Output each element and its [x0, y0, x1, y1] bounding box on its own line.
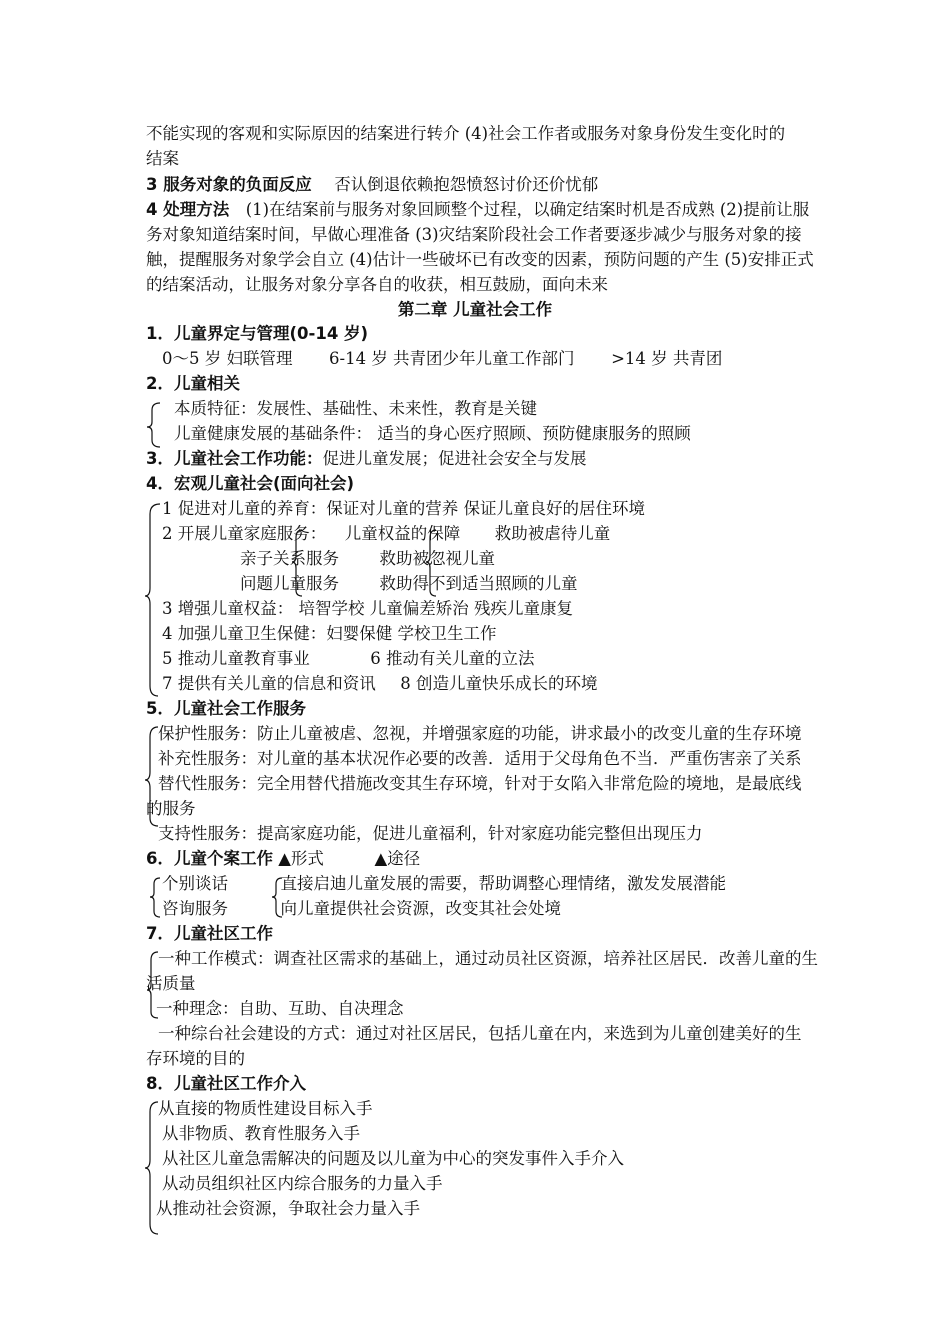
age-range-item: 0～5 岁 妇联管理 [162, 349, 293, 368]
list-item [162, 672, 598, 696]
negative-reactions-line [146, 173, 598, 197]
list-item-sub: 7 提供有关儿童的信息和资讯 [162, 674, 376, 693]
paragraph-line: 触，提醒服务对象学会自立 (4)估计一些破坏已有改变的因素，预防问题的产生 (5)安排正式 [146, 250, 814, 269]
paragraph-line: 务对象知道结案时间，早做心理准备 (3)灾结案阶段社会工作者要逐步减少与服务对象的接 [146, 225, 802, 244]
section-heading: 5．儿童社会工作服务 [146, 699, 306, 718]
section-line [146, 847, 420, 871]
list-item-sub: 救助得不到适当照顾的儿童 [379, 574, 578, 593]
list-item [162, 872, 726, 896]
negative-reactions-label: 3 服务对象的负面反应 [146, 175, 312, 194]
list-item: 3 增强儿童权益： 培智学校 儿童偏差矫治 残疾儿童康复 [162, 599, 573, 618]
list-item: 一种工作模式：调查社区需求的基础上，通过动员社区资源，培养社区居民．改善儿童的生 [158, 949, 818, 968]
section-heading: 8．儿童社区工作介入 [146, 1074, 306, 1093]
section-text: 促进儿童发展；促进社会安全与发展 [322, 449, 587, 468]
list-item-text: 直接启迪儿童发展的需要，帮助调整心理情绪，激发发展潜能 [280, 874, 726, 893]
form-marker: ▲形式 [278, 849, 324, 868]
list-item: 从社区儿童急需解决的问题及以儿童为中心的突发事件入手介入 [162, 1149, 624, 1168]
route-marker: ▲途径 [374, 849, 421, 868]
section-heading: 7．儿童社区工作 [146, 924, 273, 943]
list-item-label: 个别谈话 [162, 874, 228, 893]
handling-methods-line [146, 198, 809, 222]
list-item: 替代性服务：完全用替代措施改变其生存环境，针对于女陷入非常危险的境地，是最底线 [158, 774, 802, 793]
list-item: 1 促进对儿童的养育：保证对儿童的营养 保证儿童良好的居住环境 [162, 499, 645, 518]
handling-methods-text: (1)在结案前与服务对象回顾整个过程，以确定结案时机是否成熟 (2)提前让服 [245, 200, 810, 219]
list-item: 支持性服务：提高家庭功能，促进儿童福利，针对家庭功能完整但出现压力 [158, 824, 703, 843]
list-item-sub: 6 推动有关儿童的立法 [370, 649, 535, 668]
list-item: 4 加强儿童卫生保健：妇婴保健 学校卫生工作 [162, 624, 497, 643]
chapter-title: 第二章 儿童社会工作 [397, 300, 553, 319]
brace-mark [145, 504, 160, 696]
list-item [240, 572, 578, 596]
list-item: 一种理念：自助、互助、自决理念 [156, 999, 404, 1018]
list-item: 存环境的目的 [146, 1049, 245, 1068]
age-management-line [162, 347, 722, 371]
list-item-sub: 亲子关系服务 [240, 549, 339, 568]
list-item-sub: 问题儿童服务 [240, 574, 339, 593]
section-line [146, 447, 586, 471]
negative-reactions-text: 否认倒退依赖抱怨愤怒讨价还价忧郁 [334, 175, 599, 194]
list-item-sub: 5 推动儿童教育事业 [162, 649, 310, 668]
list-item: 活质量 [146, 974, 196, 993]
list-item-sub: 救助被虐待儿童 [494, 524, 611, 543]
list-item: 保护性服务：防止儿童被虐、忽视，并增强家庭的功能，讲求最小的改变儿童的生存环境 [158, 724, 802, 743]
list-item: 从动员组织社区内综合服务的力量入手 [162, 1174, 443, 1193]
list-item [162, 522, 610, 546]
list-item [162, 897, 561, 921]
list-item: 一种综台社会建设的方式：通过对社区居民，包括儿童在内，来选到为儿童创建美好的生 [158, 1024, 802, 1043]
list-item: 的服务 [146, 799, 196, 818]
brace-mark [150, 878, 160, 917]
list-item-text: 向儿童提供社会资源，改变其社会处境 [280, 899, 561, 918]
list-item [162, 647, 535, 671]
section-heading: 6．儿童个案工作 [146, 849, 273, 868]
list-item: 补充性服务：对儿童的基本状况作必要的改善．适用于父母角色不当．严重伤害亲了关系 [158, 749, 802, 768]
section-heading: 3．儿童社会工作功能： [146, 449, 323, 468]
list-item: 从直接的物质性建设目标入手 [158, 1099, 373, 1118]
handling-methods-label: 4 处理方法 [146, 200, 230, 219]
section-heading: 1．儿童界定与管理(0-14 岁) [146, 324, 369, 343]
list-item-sub: 救助被忽视儿童 [379, 549, 495, 568]
list-item-label: 2 开展儿童家庭服务： [162, 524, 327, 543]
brace-mark [147, 403, 160, 447]
age-range-item: 6-14 岁 共青团少年儿童工作部门 [329, 349, 575, 368]
list-item: 儿童健康发展的基础条件： 适当的身心医疗照顾、预防健康服务的照顾 [174, 424, 691, 443]
list-item: 从推动社会资源，争取社会力量入手 [156, 1199, 420, 1218]
list-item-label: 咨询服务 [162, 899, 228, 918]
list-item: 本质特征：发展性、基础性、未来性，教育是关键 [174, 399, 537, 418]
paragraph-line: 的结案活动，让服务对象分享各自的收获，相互鼓励，面向未来 [146, 275, 608, 294]
section-heading: 4．宏观儿童社会(面向社会) [146, 474, 355, 493]
list-item: 从非物质、教育性服务入手 [162, 1124, 360, 1143]
list-item-sub: 儿童权益的保障 [344, 524, 461, 543]
list-item [240, 547, 495, 571]
age-range-item: >14 岁 共青团 [611, 349, 723, 368]
paragraph-line: 不能实现的客观和实际原因的结案进行转介 (4)社会工作者或服务对象身份发生变化时的 [146, 124, 786, 143]
list-item-sub: 8 创造儿童快乐成长的环境 [400, 674, 598, 693]
paragraph-line: 结案 [146, 149, 179, 168]
section-heading: 2．儿童相关 [146, 374, 240, 393]
